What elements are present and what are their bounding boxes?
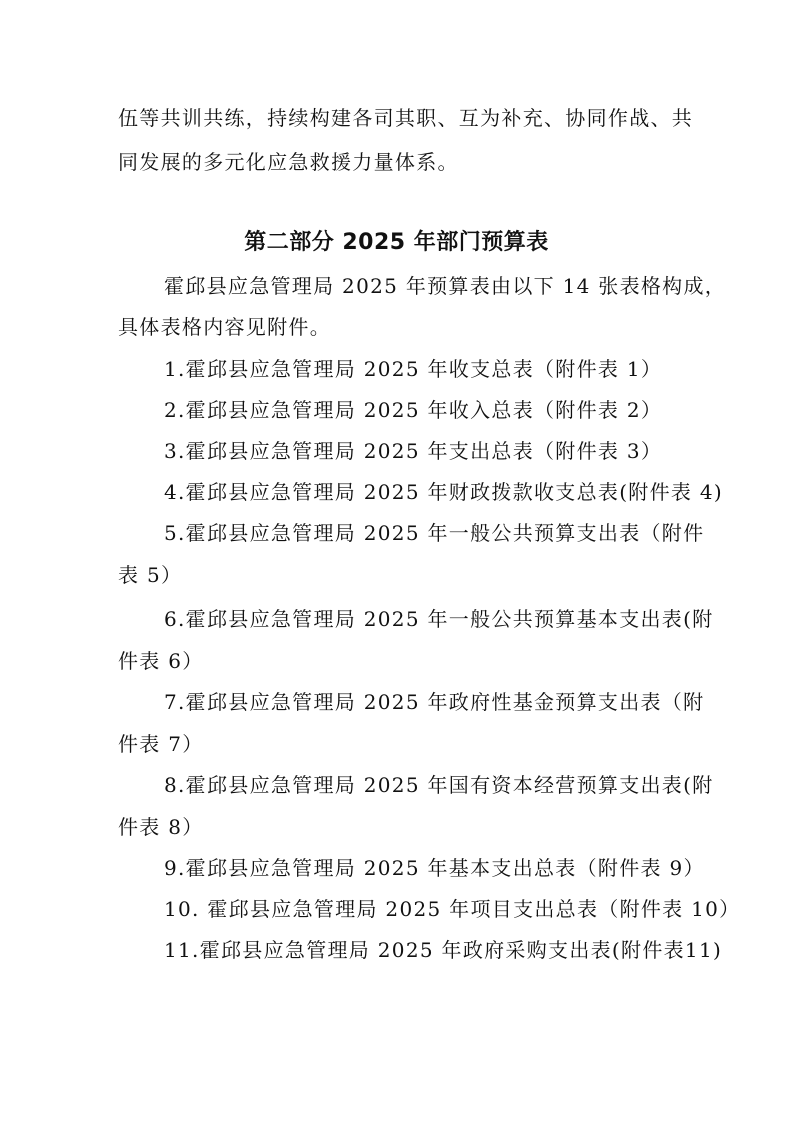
paragraph-line: 伍等共训共练，持续构建各司其职、互为补充、协同作战、共 (118, 106, 694, 130)
list-item: 7.霍邱县应急管理局 2025 年政府性基金预算支出表（附 (164, 690, 705, 714)
intro-line: 霍邱县应急管理局 2025 年预算表由以下 14 张表格构成， (164, 274, 727, 298)
list-item-continuation: 件表 8） (118, 815, 204, 839)
list-item: 9.霍邱县应急管理局 2025 年基本支出总表（附件表 9） (164, 856, 705, 880)
list-item: 1.霍邱县应急管理局 2025 年收支总表（附件表 1） (164, 357, 663, 381)
list-item-continuation: 件表 6） (118, 649, 204, 673)
list-item: 2.霍邱县应急管理局 2025 年收入总表（附件表 2） (164, 398, 663, 422)
list-item: 8.霍邱县应急管理局 2025 年国有资本经营预算支出表(附 (164, 773, 714, 797)
list-item: 3.霍邱县应急管理局 2025 年支出总表（附件表 3） (164, 439, 663, 463)
paragraph-line: 同发展的多元化应急救援力量体系。 (118, 150, 459, 174)
list-item-continuation: 表 5） (118, 563, 183, 587)
list-item: 10. 霍邱县应急管理局 2025 年项目支出总表（附件表 10） (164, 897, 741, 921)
list-item: 4.霍邱县应急管理局 2025 年财政拨款收支总表(附件表 4) (164, 480, 723, 504)
intro-line: 具体表格内容见附件。 (118, 315, 331, 339)
list-item: 6.霍邱县应急管理局 2025 年一般公共预算基本支出表(附 (164, 607, 714, 631)
list-item: 11.霍邱县应急管理局 2025 年政府采购支出表(附件表11) (164, 938, 723, 962)
list-item-continuation: 件表 7） (118, 732, 204, 756)
section-heading: 第二部分 2025 年部门预算表 (244, 230, 549, 255)
list-item: 5.霍邱县应急管理局 2025 年一般公共预算支出表（附件 (164, 521, 705, 545)
